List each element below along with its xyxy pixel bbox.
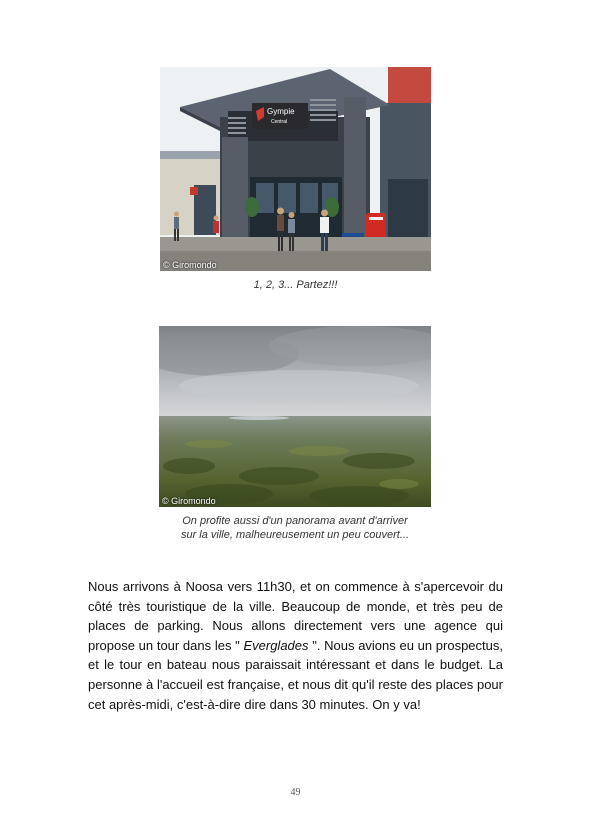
page-number: 49 [290, 787, 301, 798]
caption-line: On profite aussi d'un panorama avant d'arriver [182, 515, 408, 527]
photo-caption [150, 514, 440, 542]
photo-caption: 1, 2, 3... Partez!!! [253, 279, 338, 291]
body-text-part: ". Nous avions eu un prospectus, et le tour en bateau nous paraissait intéressant et dans le budget. La personne à l'accueil est française, et nous dit qu'il reste des places pour cet après-midi, c'est-à-dire dire dans 30 minutes. On y va! [88, 637, 503, 712]
sign-line2: Central [271, 119, 288, 125]
caption-line: sur la ville, malheureusement un peu couvert... [180, 529, 410, 541]
body-paragraph [88, 577, 503, 714]
shopping-centre-photo [160, 67, 431, 271]
body-text-part: Nous arrivons à Noosa vers 11h30, et on commence à s'apercevoir du côté très touristique de la ville. Beaucoup de monde, et très peu de places de parking. Nous allons directement vers une agence qui propose un tour dans les " [88, 579, 503, 653]
panorama-photo [159, 326, 431, 507]
shopping-centre-illustration [160, 67, 431, 271]
panorama-illustration [159, 326, 431, 507]
sign-line1: Gympie [267, 107, 295, 116]
body-emphasis: Everglades [243, 637, 309, 653]
photo-credit: © Giromondo [163, 260, 217, 270]
photo-credit: © Giromondo [162, 496, 216, 506]
